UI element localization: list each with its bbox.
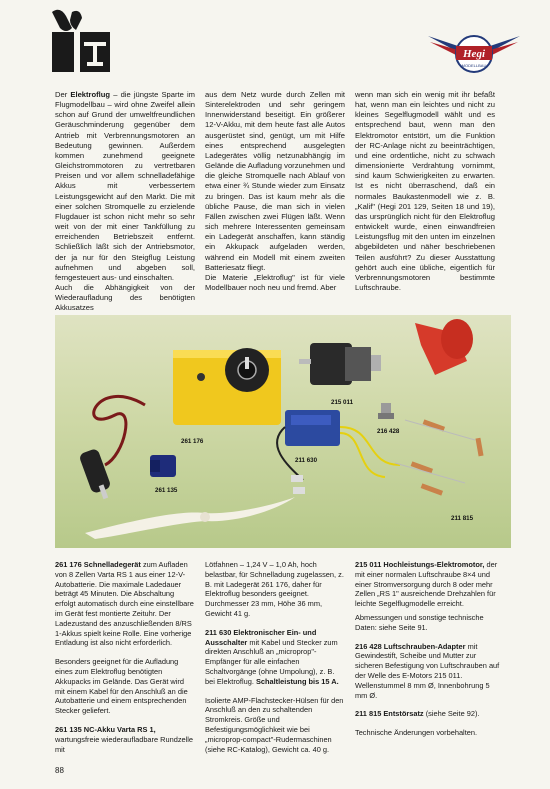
desc-261135-text: wartungsfreie wiederaufladbare Rundzelle mit bbox=[55, 734, 194, 754]
desc-211630 bbox=[205, 628, 345, 687]
desc-215011-title: Hochleistungs-Elektromotor, bbox=[383, 560, 485, 569]
intro-c2-p1: aus dem Netz wurde durch Zellen mit Sinterelektroden und sehr geringem Innenwiderstand beseitigt. Ein größerer 12-V-Akku, mit dem heute fast alle Autos ausgerüstet sind, genügt, um mit Hilfe eines entsprechend ausgelegten Ladegerätes völlig netzunabhängig im Gelände die Aufladung vorzunehmen und die gleiche Stromquelle nach Ablauf von etwa einer ¾ Stunde wieder zum Einsatz zu bringen. Das ist kaum mehr als die übliche Pause, die man sich in vielen Fällen zwischen zwei Flügen läßt. Wenn sich mehrere Interessenten gemeinsam ein Ladegerät anschaffen, kann ständig ein Akkupack aufgeladen werden, während ein Modell mit einem zweiten Batteriesatz fliegt. bbox=[205, 90, 345, 272]
product-photo bbox=[55, 315, 511, 548]
desc-215011-extra: Abmessungen und sonstige technische Daten: siehe Seite 91. bbox=[355, 612, 484, 632]
desc-261135-num: 261 135 bbox=[55, 724, 82, 734]
intro-c2-p2: Die Materie „Elektroflug" ist für viele Modellbauer noch neu und fremd. Aber bbox=[205, 272, 345, 292]
label-261176: 261 176 bbox=[181, 438, 204, 445]
desc-column-2 bbox=[205, 560, 345, 763]
desc-211630-text: mit Kabel und Stecker zum direkten Anschluß an „microprop"-Empfänger für alle einfachen Schaltvorgänge (ohne Umpolung), z. B. bei Elektroflug. bbox=[205, 637, 338, 686]
desc-261135-title: NC-Akku Varta RS 1, bbox=[83, 724, 156, 734]
label-261135: 261 135 bbox=[155, 487, 178, 494]
label-215011: 215 011 bbox=[331, 399, 354, 406]
desc-261176 bbox=[55, 560, 195, 648]
intro-column-2 bbox=[205, 90, 345, 293]
emphasis: Elektroflug bbox=[70, 90, 111, 99]
intro-c3-p1: wenn man sich ein wenig mit ihr befaßt hat, wenn man ein leichtes und nicht zu kleines Segelflugmodell wählt und es entsprechend baut, wenn man den Elektromotor entstört, um die Funktion der RC-Anlage nicht zu beeinträchtigen, und eine ordentliche, nicht zu schwach dimensionierte Verdrahtung vornimmt, sind kaum Schwierigkeiten zu erwarten. Ist es nicht überraschend, daß ein normales Baukastenmodell wie z. B. „Kalif" (Hegi 201 129, Seiten 18 und 19), das ursprünglich nicht für den Elektroflug entwickelt wurde, einen einwandfreien Leistungsflug mit den unten im einzelnen abgebildeten und näher beschriebenen Teilen ausführt? Zu dieser Ausstattung gehört auch eine übliche, eigentlich für Verbrennungsmotoren bestimmte Luftschraube. bbox=[355, 90, 495, 292]
elektroflug-logo bbox=[46, 8, 114, 74]
page-number: 88 bbox=[55, 766, 64, 775]
hegi-logo bbox=[428, 26, 520, 78]
label-211815: 211 815 bbox=[451, 515, 474, 522]
desc-note: Technische Änderungen vorbehalten. bbox=[355, 728, 478, 738]
intro-c1-p1: Der Elektroflug – die jüngste Sparte im Flugmodellbau – wird ohne Zweifel allein schon auf Grund der umweltfreundlichen Geräuschminderung gegenüber dem Antrieb mit Verbrennungsmotoren an Bedeutung gewinnen. Außerdem kommen zunehmend geeignete Gleichstrommotoren zu vertretbaren Preisen und vor allem schnelladefähige Akkus mit verbessertem Leistungsgewicht auf den Markt. Die mit einer solchen Stromquelle zu erzielende Flugdauer ist schon nicht mehr so sehr weit von der mit einer Tankfüllung zu erreichenden Betriebszeit entfernt. Schließlich läßt sich der Antriebsmotor, der ja nur für den Steigflug Leistung aufnehmen und abgeben soll, ferngesteuert aus- und einschalten. bbox=[55, 90, 195, 282]
desc-211630-title: Elektronischer Ein- und Ausschalter bbox=[205, 627, 317, 647]
desc-261176-text: zum Aufladen von 8 Zellen Varta RS 1 aus einer 12-V-Autobatterie. Die maximale Ladedauer beträgt 45 Minuten. Die Abschaltung erfolgt automatisch durch eine einstellbare im Gerät fest montierte Zeituhr. Der Ladezustand des anzuschließenden 8/RS 1-Akkus spielt keine Rolle. Eine vorherige Entladung ist also nicht erforderlich. bbox=[55, 560, 194, 648]
desc-216428-text: mit Gewindestift, Scheibe und Mutter zur sicheren Befestigung von Luftschrauben auf der Welle des E-Motors 215 011. Wellenstummel 8 mm Ø, Innenbohrung 5 mm Ø. bbox=[355, 641, 500, 700]
desc-211815-text: (siehe Seite 92). bbox=[425, 709, 480, 719]
desc-261135-cont: Lötfahnen – 1,24 V – 1,0 Ah, hoch belastbar, für Schnelladung zugelassen, z. B. mit Ladegerät 261 176, daher für Elektroflug besonders geeignet. Durchmesser 23 mm, Höhe 36 mm, Gewicht 41 g. bbox=[205, 560, 344, 618]
desc-211815-num: 211 815 bbox=[355, 709, 382, 719]
hegi-logo-subtext: MODELLBAU bbox=[461, 63, 487, 68]
desc-261176-num: 261 176 bbox=[55, 560, 82, 569]
desc-215011-num: 215 011 bbox=[355, 560, 382, 569]
desc-211630-bold: Schaltleistung bis 15 A. bbox=[255, 676, 339, 686]
hegi-logo-text: Hegi bbox=[463, 48, 485, 60]
intro-column-3 bbox=[355, 90, 495, 293]
desc-261176-extra: Besonders geeignet für die Aufladung eines zum Elektroflug benötigten Akkupacks im Gelände. Das Gerät wird mit einem Kabel für den Anschluß an die Autobatterie und einem entsprechenden Stecker geliefert. bbox=[55, 657, 188, 716]
desc-216428 bbox=[355, 642, 500, 701]
desc-211815-title: Entstörsatz bbox=[383, 709, 424, 719]
desc-211630-extra: Isolierte AMP-Flachstecker-Hülsen für den Anschluß an den zu schaltenden Stromkreis. Größe und Befestigungsmöglichkeit wie bei „microprop-compact"-Rudermaschinen (siehe RC-Katalog), Gewicht ca. 40 g. bbox=[205, 695, 344, 754]
desc-211815 bbox=[355, 709, 500, 719]
desc-261176-title: Schnelladegerät bbox=[83, 560, 141, 569]
label-211630: 211 630 bbox=[295, 457, 318, 464]
desc-261135 bbox=[55, 725, 195, 754]
label-216428: 216 428 bbox=[377, 428, 400, 435]
intro-c1-p2: Auch die Abhängigkeit von der Wiederaufladung des benötigten Akkusatzes bbox=[55, 282, 195, 313]
desc-216428-num: 216 428 bbox=[355, 641, 382, 651]
desc-215011-text: der mit einer normalen Luftschraube 8×4 und einer Stromversorgung durch 8 oder mehr Zellen „RS 1" ausreichende Drehzahlen für leichte Segelflugmodelle erreicht. bbox=[355, 560, 498, 609]
desc-column-1 bbox=[55, 560, 195, 763]
desc-215011 bbox=[355, 560, 500, 609]
intro-column-1 bbox=[55, 90, 195, 313]
desc-211630-num: 211 630 bbox=[205, 627, 232, 637]
desc-216428-title: Luftschrauben-Adapter bbox=[383, 641, 466, 651]
desc-column-3 bbox=[355, 560, 500, 747]
product-photo-art bbox=[55, 315, 511, 548]
